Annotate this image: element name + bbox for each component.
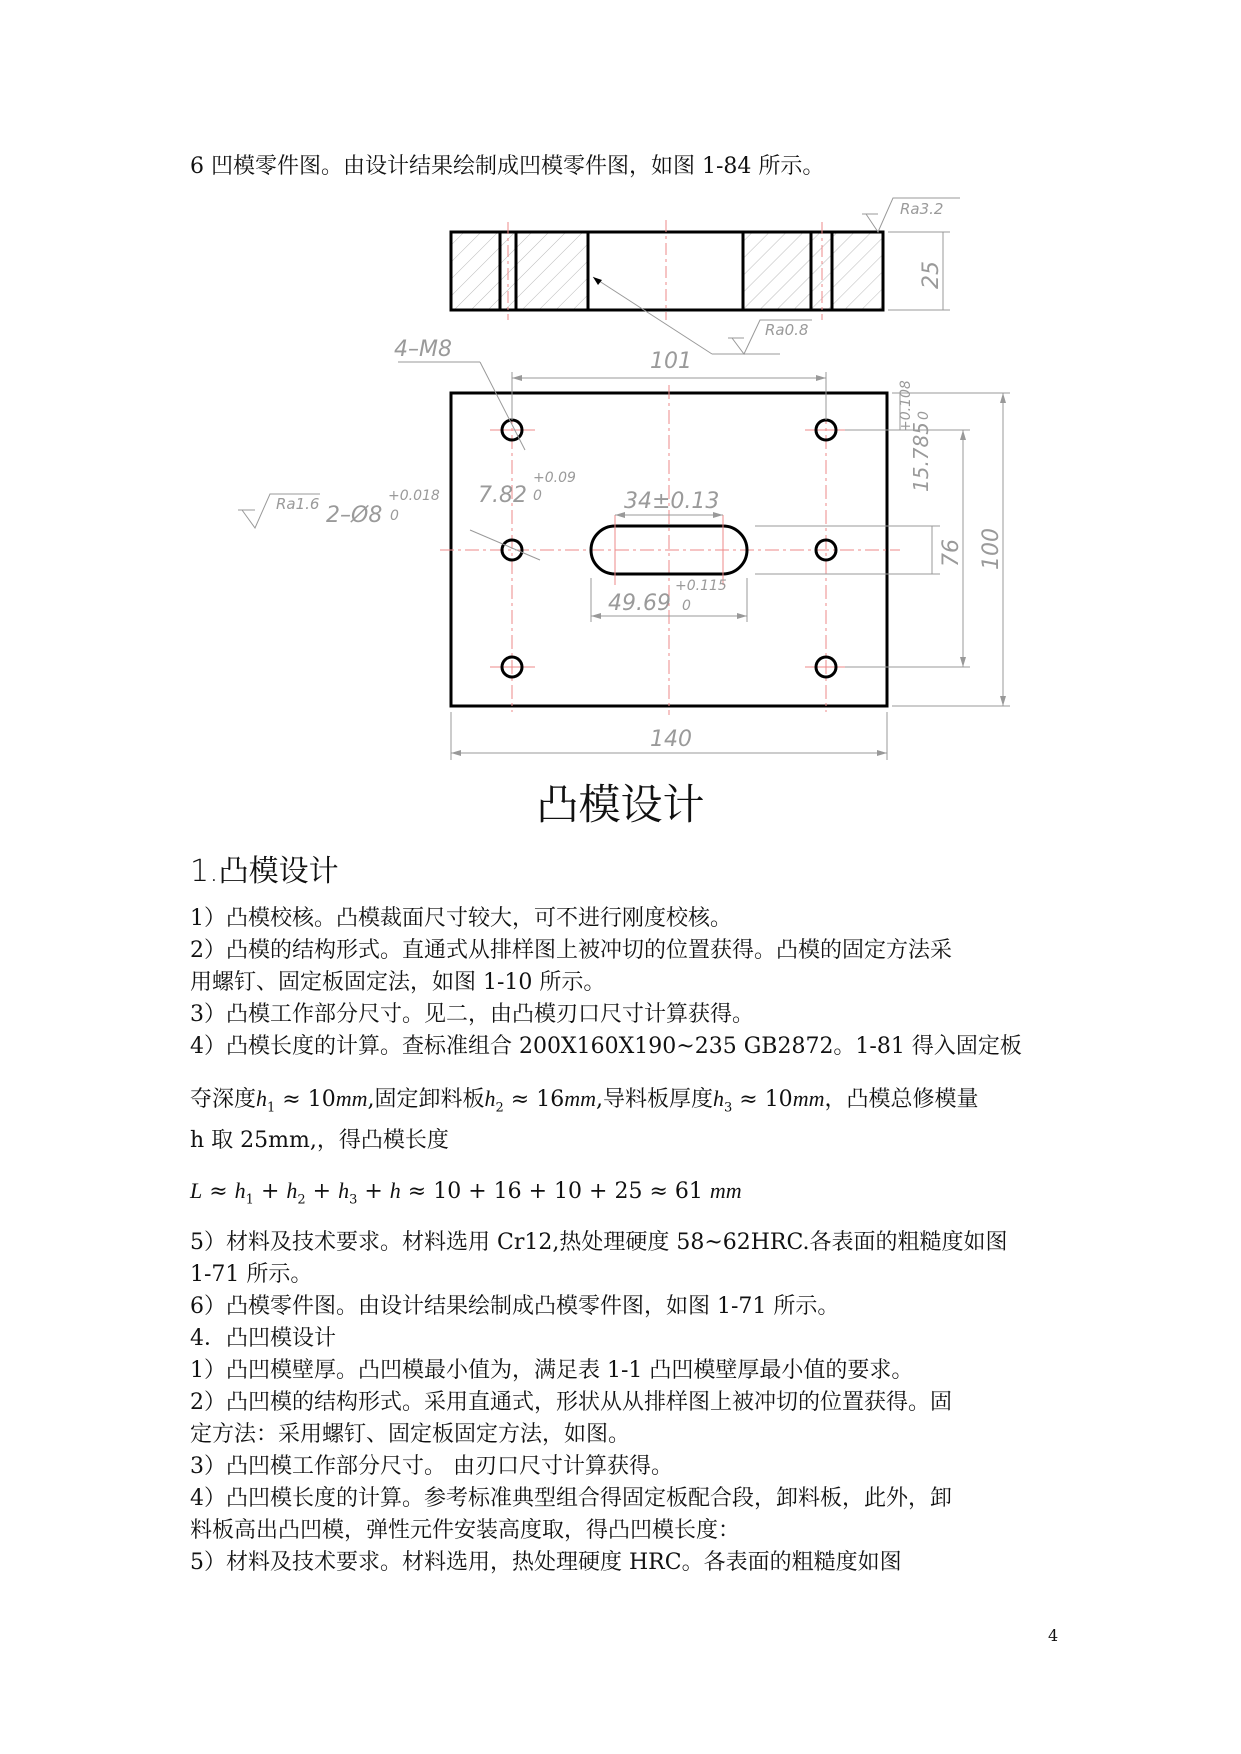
paragraph-line: 5）材料及技术要求。材料选用，热处理硬度 HRC。各表面的粗糙度如图	[190, 1550, 902, 1575]
tol-zero-c: 0	[390, 508, 399, 524]
dim-100: 100	[979, 528, 1004, 570]
page-number: 4	[1048, 1626, 1059, 1645]
paragraph-line: 4）凸模长度的计算。查标准组合 200X160X190~235 GB2872。1-81 得入固定板	[190, 1034, 1022, 1059]
paragraph-line: 4）凸凹模长度的计算。参考标准典型组合得固定板配合段，卸料板，此外，卸	[190, 1486, 952, 1511]
paragraph-line: 1）凸凹模壁厚。凸凹模最小值为，满足表 1-1 凸凹模壁厚最小值的要求。	[190, 1358, 914, 1383]
dim-25: 25	[919, 261, 944, 289]
plan-view	[238, 337, 1010, 760]
length-formula-line: $L \approx h_1 + h_2 + h_3 + h \approx 10 + 16 + 10 + 25 \approx 61$ mm	[190, 1178, 742, 1208]
hole-label: 2–Ø8	[326, 503, 383, 528]
ra-top: Ra3.2	[900, 200, 944, 218]
paragraph-line: 用螺钉、固定板固定法，如图 1-10 所示。	[190, 970, 606, 995]
paragraph-line: 3）凸凹模工作部分尺寸。 由刃口尺寸计算获得。	[190, 1454, 673, 1479]
tol-zero-a: 0	[916, 411, 932, 420]
dim-4969: 49.69	[608, 591, 671, 616]
tol-zero-d: 0	[682, 598, 691, 614]
paragraph-line: h 取 25mm,，得凸模长度	[190, 1128, 449, 1153]
dim-782: 7.82	[478, 483, 527, 508]
paragraph-line: 1）凸模校核。凸模裁面尺寸较大，可不进行刚度校核。	[190, 906, 732, 931]
tol-4969: +0.115	[675, 578, 727, 594]
paragraph-line: 3）凸模工作部分尺寸。见二，由凸模刃口尺寸计算获得。	[190, 1002, 754, 1027]
paragraph-line: 2）凸凹模的结构形式。采用直通式，形状从从排样图上被冲切的位置获得。固	[190, 1390, 952, 1415]
section-title: 凸模设计	[536, 780, 705, 829]
ra-mid: Ra0.8	[765, 321, 809, 339]
tol-zero-b: 0	[533, 488, 542, 504]
dim-140: 140	[650, 727, 692, 752]
tol-782: +0.09	[533, 470, 576, 486]
paragraph-line: 5）材料及技术要求。材料选用 Cr12,热处理硬度 58~62HRC.各表面的粗糙度如图	[190, 1230, 1008, 1255]
depth-formula-line: 夺深度$h_1 \approx 10mm$,固定卸料板$h_2 \approx 16mm$,导料板厚度$h_3 \approx 10mm$，凸模总修模量	[190, 1086, 979, 1116]
paragraph-line: 4．凸凹模设计	[190, 1326, 336, 1351]
label-4m8: 4–M8	[394, 337, 452, 362]
paragraph-line: 2）凸模的结构形式。直通式从排样图上被冲切的位置获得。凸模的固定方法采	[190, 938, 952, 963]
section-view	[451, 198, 960, 354]
tol-15785: +0.108	[898, 380, 914, 432]
die-part-drawing	[0, 0, 1241, 780]
tol-hole: +0.018	[388, 488, 440, 504]
paragraph-line: 定方法：采用螺钉、固定板固定方法，如图。	[190, 1422, 631, 1447]
dim-76: 76	[939, 539, 964, 567]
intro-text: 6 凹模零件图。由设计结果绘制成凹模零件图，如图 1-84 所示。	[190, 154, 825, 179]
dim-15785: 15.785	[909, 422, 933, 492]
dim-101: 101	[650, 349, 692, 374]
paragraph-line: 1-71 所示。	[190, 1262, 313, 1287]
paragraph-line: 料板高出凸凹模，弹性元件安装高度取，得凸凹模长度：	[190, 1518, 741, 1543]
sub-title: 1.凸模设计	[190, 854, 339, 889]
ra-left: Ra1.6	[276, 495, 320, 513]
paragraph-line: 6）凸模零件图。由设计结果绘制成凸模零件图，如图 1-71 所示。	[190, 1294, 840, 1319]
dim-34: 34±0.13	[624, 489, 720, 514]
